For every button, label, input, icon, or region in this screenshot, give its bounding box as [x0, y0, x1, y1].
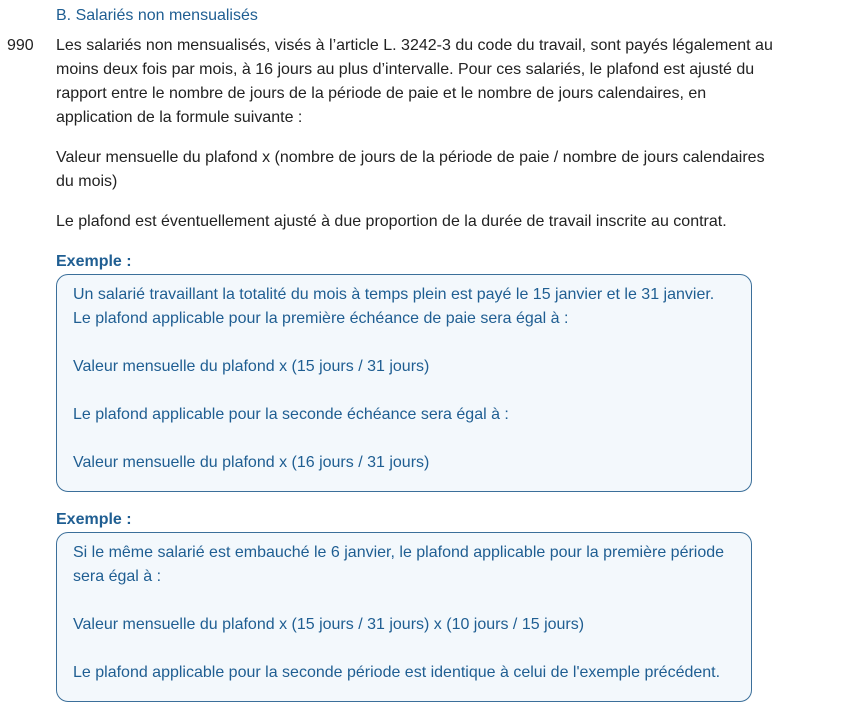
body-paragraph-3: Le plafond est éventuellement ajusté à due proportion de la durée de travail inscrite au contrat.: [56, 213, 727, 230]
example-1-label: Exemple :: [56, 253, 132, 270]
example-1-line: Valeur mensuelle du plafond x (16 jours / 31 jours): [73, 454, 430, 471]
example-1-line: Le plafond applicable pour la seconde échéance sera égal à :: [73, 406, 509, 423]
example-2-line: Le plafond applicable pour la seconde période est identique à celui de l'exemple précédent.: [73, 664, 721, 681]
section-subtitle: B. Salariés non mensualisés: [56, 7, 258, 24]
example-1-line: Valeur mensuelle du plafond x (15 jours / 31 jours): [73, 358, 430, 375]
example-2-label: Exemple :: [56, 511, 132, 528]
example-2-line: Si le même salarié est embauché le 6 janvier, le plafond applicable pour la première période sera égal à :: [73, 544, 725, 585]
example-1-line: Un salarié travaillant la totalité du mois à temps plein est payé le 15 janvier et le 31 janvier. Le plafond applicable pour la première échéance de paie sera égal à :: [73, 286, 715, 327]
example-2-line: Valeur mensuelle du plafond x (15 jours / 31 jours) x (10 jours / 15 jours): [73, 616, 585, 633]
body-paragraph-1: Les salariés non mensualisés, visés à l’article L. 3242-3 du code du travail, sont payés légalement au moins deux fois par mois, à 16 jours au plus d’intervalle. Pour ces salariés, le plafond est ajusté du rapport entre le nombre de jours de la période de paie et le nombre de jours calendaires, en application de la formule suivante :: [56, 37, 773, 126]
example-1-box: [56, 274, 752, 492]
example-2-box: [56, 532, 752, 702]
body-paragraph-2-formula: Valeur mensuelle du plafond x (nombre de jours de la période de paie / nombre de jours calendaires du mois): [56, 149, 765, 190]
paragraph-number: 990: [7, 37, 34, 54]
